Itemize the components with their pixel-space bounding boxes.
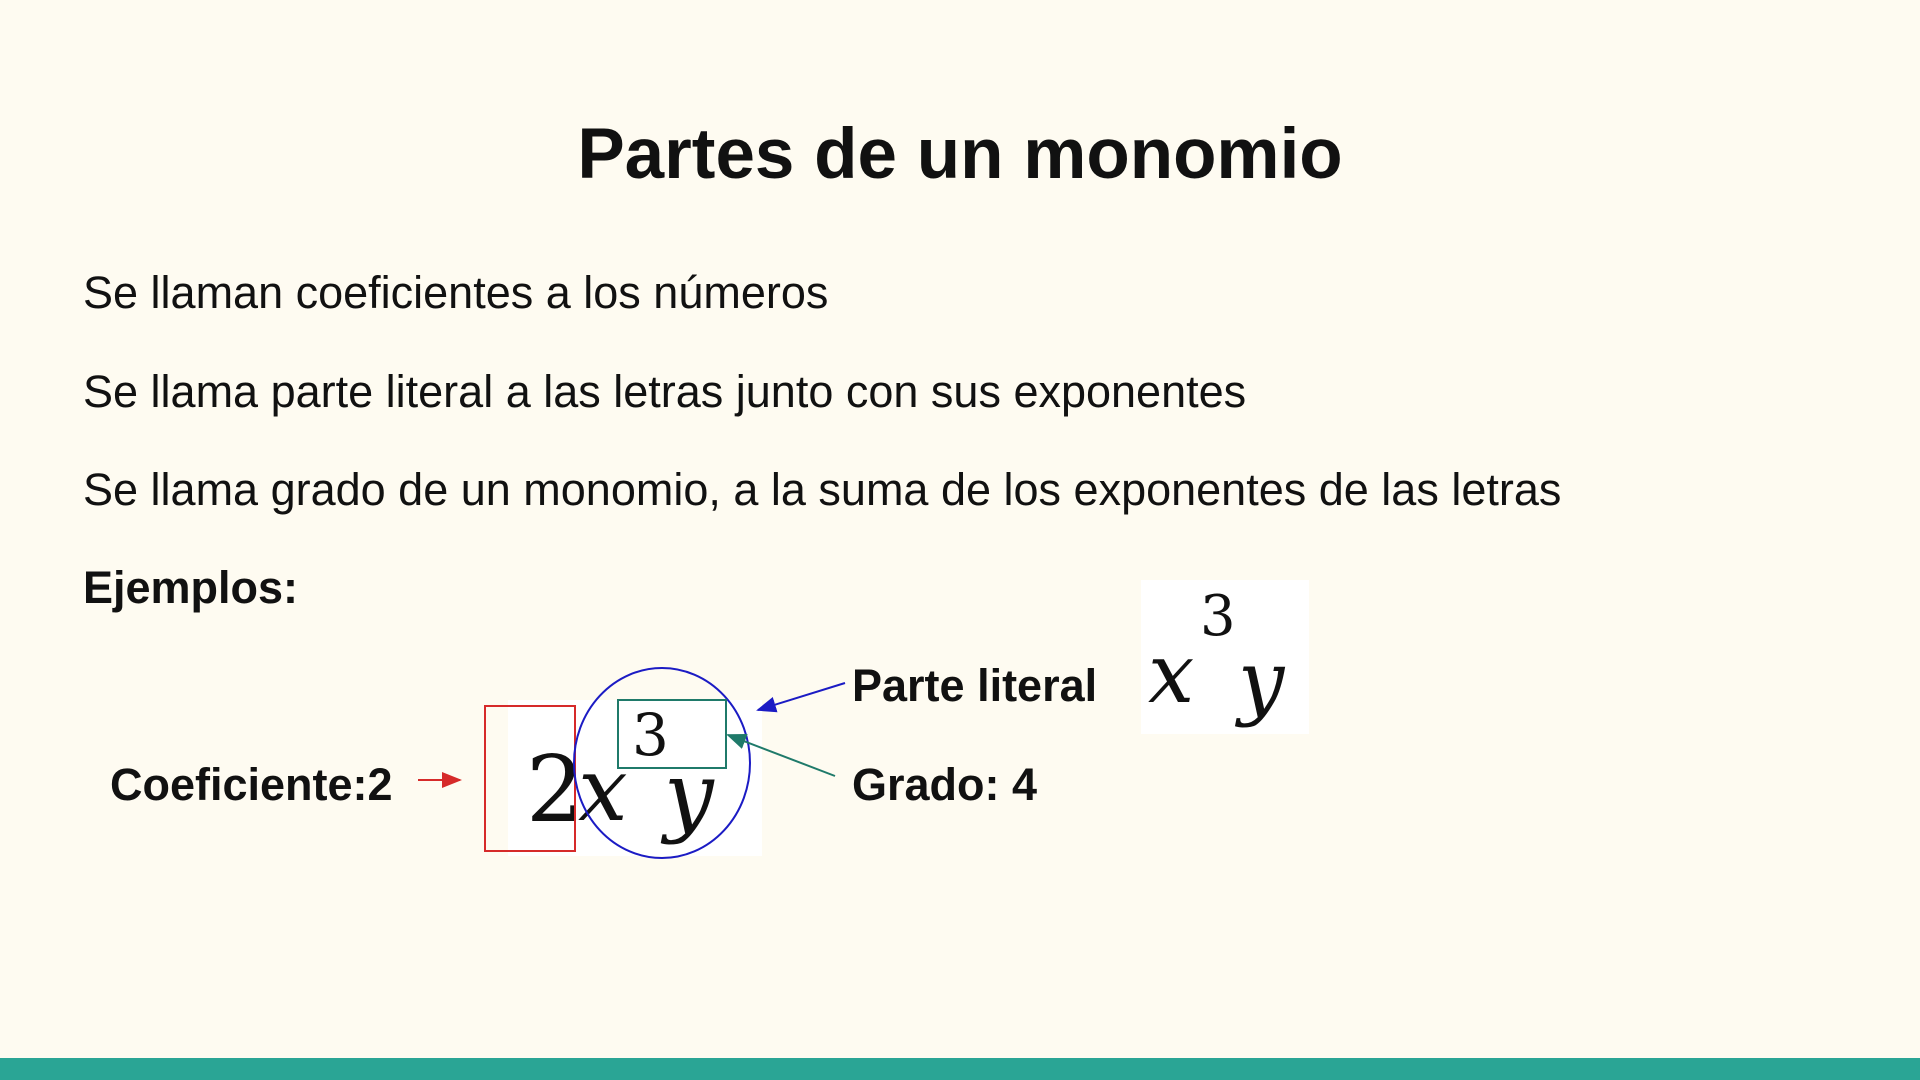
definition-literal-part: Se llama parte literal a las letras junto con sus exponentes [83, 366, 1247, 417]
degree-label: Grado: 4 [852, 759, 1038, 810]
definition-degree: Se llama grado de un monomio, a la suma de los exponentes de las letras [83, 464, 1562, 515]
literal-part-circle [574, 668, 750, 858]
degree-arrow [728, 735, 835, 776]
literal-part-exponent: 3 [1200, 584, 1236, 649]
footer-accent-bar [0, 1058, 1920, 1080]
degree-exponent-box [618, 700, 726, 768]
literal-part-label: Parte literal [852, 660, 1098, 711]
monomial-variable-x: x [578, 738, 628, 841]
coefficient-box [485, 706, 575, 851]
slide-title: Partes de un monomio [577, 115, 1343, 194]
literal-part-variable-y: y [1238, 634, 1285, 729]
literal-part-arrow [758, 683, 845, 710]
examples-heading: Ejemplos: [83, 562, 299, 613]
definition-coefficients: Se llaman coeficientes a los números [83, 267, 829, 318]
monomial-variable-y: y [664, 743, 714, 846]
monomial-coefficient: 2 [526, 736, 585, 843]
monomial-exponent: 3 [632, 701, 669, 769]
literal-part-variable-x: x [1148, 627, 1195, 722]
coefficient-label: Coeficiente:2 [110, 759, 393, 810]
